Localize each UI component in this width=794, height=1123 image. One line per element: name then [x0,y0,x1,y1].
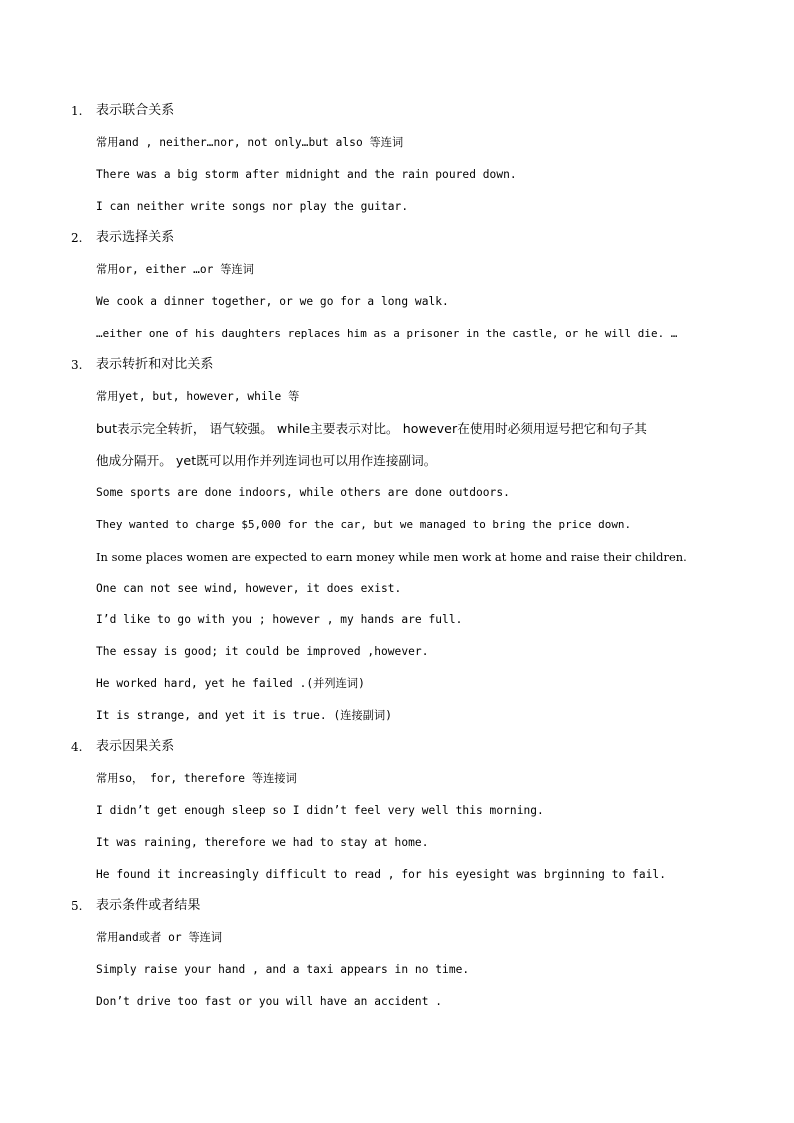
section-3-number: 3. [71,358,83,372]
section-5-line-2: Simply raise your hand , and a taxi appears in no time. [96,963,470,976]
section-5-number: 5. [71,899,83,913]
section-5-line-1: 常用and或者 or 等连词 [96,931,223,944]
section-4-line-3: It was raining, therefore we had to stay at home. [96,836,429,849]
section-4-line-2: I didn’t get enough sleep so I didn’t feel very well this morning. [96,804,544,817]
section-5-heading: 表示条件或者结果 [96,898,201,913]
section-3-line-1: 常用yet, but, however, while 等 [96,390,300,403]
section-4-heading: 表示因果关系 [96,739,175,754]
section-2-heading: 表示选择关系 [96,230,175,245]
section-1-number: 1. [71,104,83,118]
section-3-line-8: I’d like to go with you ; however , my hands are full. [96,613,463,626]
section-2-number: 2. [71,231,83,245]
section-4-line-1: 常用so， for, therefore 等连接词 [96,772,297,785]
section-3-line-4: Some sports are done indoors, while others are done outdoors. [96,486,510,499]
section-1-line-3: I can neither write songs nor play the guitar. [96,200,409,213]
section-3-line-6: In some places women are expected to earn money while men work at home and raise their children. [96,550,687,564]
section-3-line-7: One can not see wind, however, it does exist. [96,582,402,595]
section-3-heading: 表示转折和对比关系 [96,357,214,372]
section-3-line-10: He worked hard, yet he failed .(并列连词) [96,677,365,690]
section-3-line-5: They wanted to charge $5,000 for the car, but we managed to bring the price down. [96,518,632,531]
section-1-line-1: 常用and , neither…nor, not only…but also 等连词 [96,136,404,149]
section-1-heading: 表示联合关系 [96,103,175,118]
section-2-line-2: We cook a dinner together, or we go for a long walk. [96,295,449,308]
section-3-line-9: The essay is good; it could be improved ,however. [96,645,429,658]
section-5-line-3: Don’t drive too fast or you will have an accident . [96,995,443,1008]
section-2-line-1: 常用or, either …or 等连词 [96,263,254,276]
section-3-line-3: 他成分隔开。 yet既可以用作并列连词也可以用作连接副词。 [96,453,437,468]
section-4-number: 4. [71,740,83,754]
section-2-line-3: …either one of his daughters replaces him as a prisoner in the castle, or he will die. … [96,327,678,340]
section-1-line-2: There was a big storm after midnight and the rain poured down. [96,168,517,181]
section-4-line-4: He found it increasingly difficult to read , for his eyesight was brginning to fail. [96,868,666,881]
section-3-line-2: but表示完全转折， 语气较强。 while主要表示对比。 however在使用时必须用逗号把它和句子其 [96,421,647,436]
section-3-line-11: It is strange, and yet it is true. (连接副词) [96,709,393,722]
